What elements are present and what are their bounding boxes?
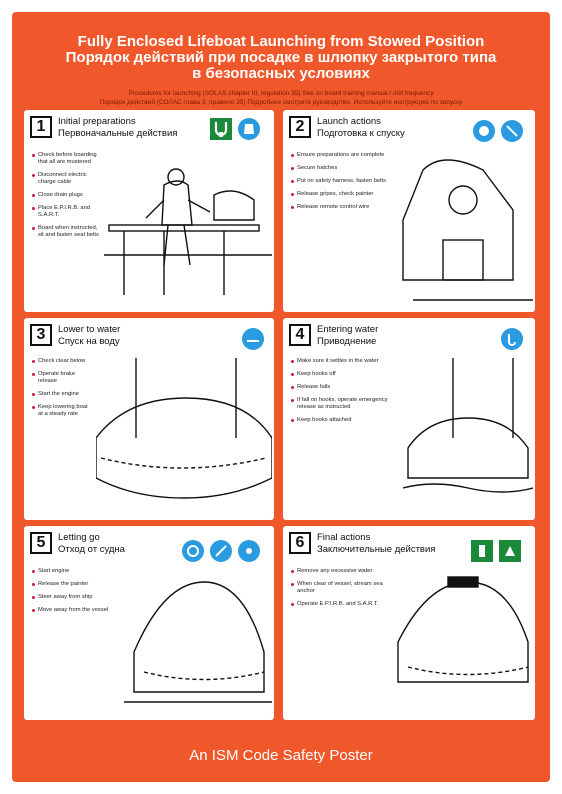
step-item: Start the engine bbox=[32, 391, 94, 398]
panel-entering-water bbox=[283, 318, 535, 520]
lifeboat-away-illustration bbox=[124, 572, 272, 718]
sart-icon bbox=[499, 540, 521, 562]
step-item: Release falls bbox=[291, 384, 401, 391]
release-hook-icon bbox=[501, 328, 523, 350]
panel-title-ru: Первоначальные действия bbox=[58, 128, 178, 139]
steering-icon bbox=[238, 540, 260, 562]
poster-footer: An ISM Code Safety Poster bbox=[189, 747, 373, 764]
seatbelt-icon bbox=[501, 120, 523, 142]
lifeboat-drifting-illustration bbox=[393, 572, 533, 718]
panel-title-en: Final actions bbox=[317, 532, 371, 543]
panel-title-en: Entering water bbox=[317, 324, 379, 335]
panel-lower-to-water bbox=[24, 318, 274, 520]
step-number: 3 bbox=[30, 324, 52, 346]
steps-list bbox=[32, 152, 102, 245]
panel-title-ru: Приводнение bbox=[317, 336, 377, 347]
lowering-icon bbox=[242, 328, 264, 350]
steps-list bbox=[291, 358, 401, 430]
helmet-icon bbox=[473, 120, 495, 142]
step-item: Start engine bbox=[32, 568, 132, 575]
step-item: Board when instructed, sit and fasten seat belts bbox=[32, 225, 102, 239]
crew-release-illustration bbox=[393, 150, 533, 310]
step-item: Release gripes, check painter bbox=[291, 191, 401, 198]
engine-icon bbox=[182, 540, 204, 562]
poster-note-ru: Порядок действий (СОЛАС глава 3, правило 35) Подробнее смотрите руководство. Используйте инструкцию по запуску bbox=[99, 99, 463, 106]
safety-harness-icon bbox=[210, 118, 232, 140]
step-item: Keep hooks attached bbox=[291, 417, 401, 424]
panel-title-ru: Заключительные действия bbox=[317, 544, 436, 555]
panel-title-en: Launch actions bbox=[317, 116, 381, 127]
step-item: Keep hooks off bbox=[291, 371, 401, 378]
crew-boarding-illustration bbox=[104, 155, 272, 305]
panel-letting-go bbox=[24, 526, 274, 720]
step-number: 1 bbox=[30, 116, 52, 138]
panel-title-ru: Отход от судна bbox=[58, 544, 125, 555]
step-item: Release remote control wire bbox=[291, 204, 401, 211]
painter-icon bbox=[210, 540, 232, 562]
steps-list bbox=[291, 152, 401, 217]
poster-title-ru-line1: Порядок действий при посадке в шлюпку закрытого типа bbox=[65, 49, 497, 66]
step-item: Close drain plugs bbox=[32, 192, 102, 199]
steps-list bbox=[32, 358, 94, 424]
step-item: When clear of vessel, stream sea anchor bbox=[291, 581, 391, 595]
step-item: If fall on hooks, operate emergency release as instructed bbox=[291, 397, 401, 411]
step-item: Make sure it settles in the water bbox=[291, 358, 401, 365]
step-number: 5 bbox=[30, 532, 52, 554]
step-number: 2 bbox=[289, 116, 311, 138]
step-item: Remove any excessive water bbox=[291, 568, 391, 575]
step-item: Steer away from ship bbox=[32, 594, 132, 601]
step-item: Check before boarding that all are mustered bbox=[32, 152, 102, 166]
step-number: 4 bbox=[289, 324, 311, 346]
step-item: Operate E.P.I.R.B. and S.A.R.T. bbox=[291, 601, 391, 608]
steps-list bbox=[32, 568, 132, 620]
panel-title-ru: Спуск на воду bbox=[58, 336, 120, 347]
panel-title-en: Initial preparations bbox=[58, 116, 136, 127]
panel-title-ru: Подготовка к спуску bbox=[317, 128, 405, 139]
lifeboat-lowering-illustration bbox=[96, 358, 272, 518]
step-item: Keep lowering boat at a steady rate bbox=[32, 404, 94, 418]
steps-list bbox=[291, 568, 391, 614]
panel-title-en: Lower to water bbox=[58, 324, 121, 335]
step-item: Secure hatches bbox=[291, 165, 401, 172]
step-item: Place E.P.I.R.B. and S.A.R.T. bbox=[32, 205, 102, 219]
step-item: Check clear below bbox=[32, 358, 94, 365]
step-item: Put on safety harness, fasten belts bbox=[291, 178, 401, 185]
poster-title-ru-line2: в безопасных условиях bbox=[192, 65, 370, 82]
step-item: Disconnect electric charge cable bbox=[32, 172, 102, 186]
step-item: Move away from the vessel bbox=[32, 607, 132, 614]
lifejacket-icon bbox=[238, 118, 260, 140]
panel-final-actions bbox=[283, 526, 535, 720]
step-item: Ensure preparations are complete bbox=[291, 152, 401, 159]
epirb-icon bbox=[471, 540, 493, 562]
panel-launch-actions bbox=[283, 110, 535, 312]
lifeboat-in-water-illustration bbox=[403, 358, 533, 518]
poster-title-en: Fully Enclosed Lifeboat Launching from Stowed Position bbox=[77, 33, 485, 50]
step-number: 6 bbox=[289, 532, 311, 554]
step-item: Release the painter bbox=[32, 581, 132, 588]
panel-title-en: Letting go bbox=[58, 532, 100, 543]
step-item: Operate brake release bbox=[32, 371, 94, 385]
poster-note-en: Procedures for launching (SOLAS chapter III, regulation 35) See on board training manual / drill frequency bbox=[128, 90, 434, 97]
panel-initial-preparations bbox=[24, 110, 274, 312]
